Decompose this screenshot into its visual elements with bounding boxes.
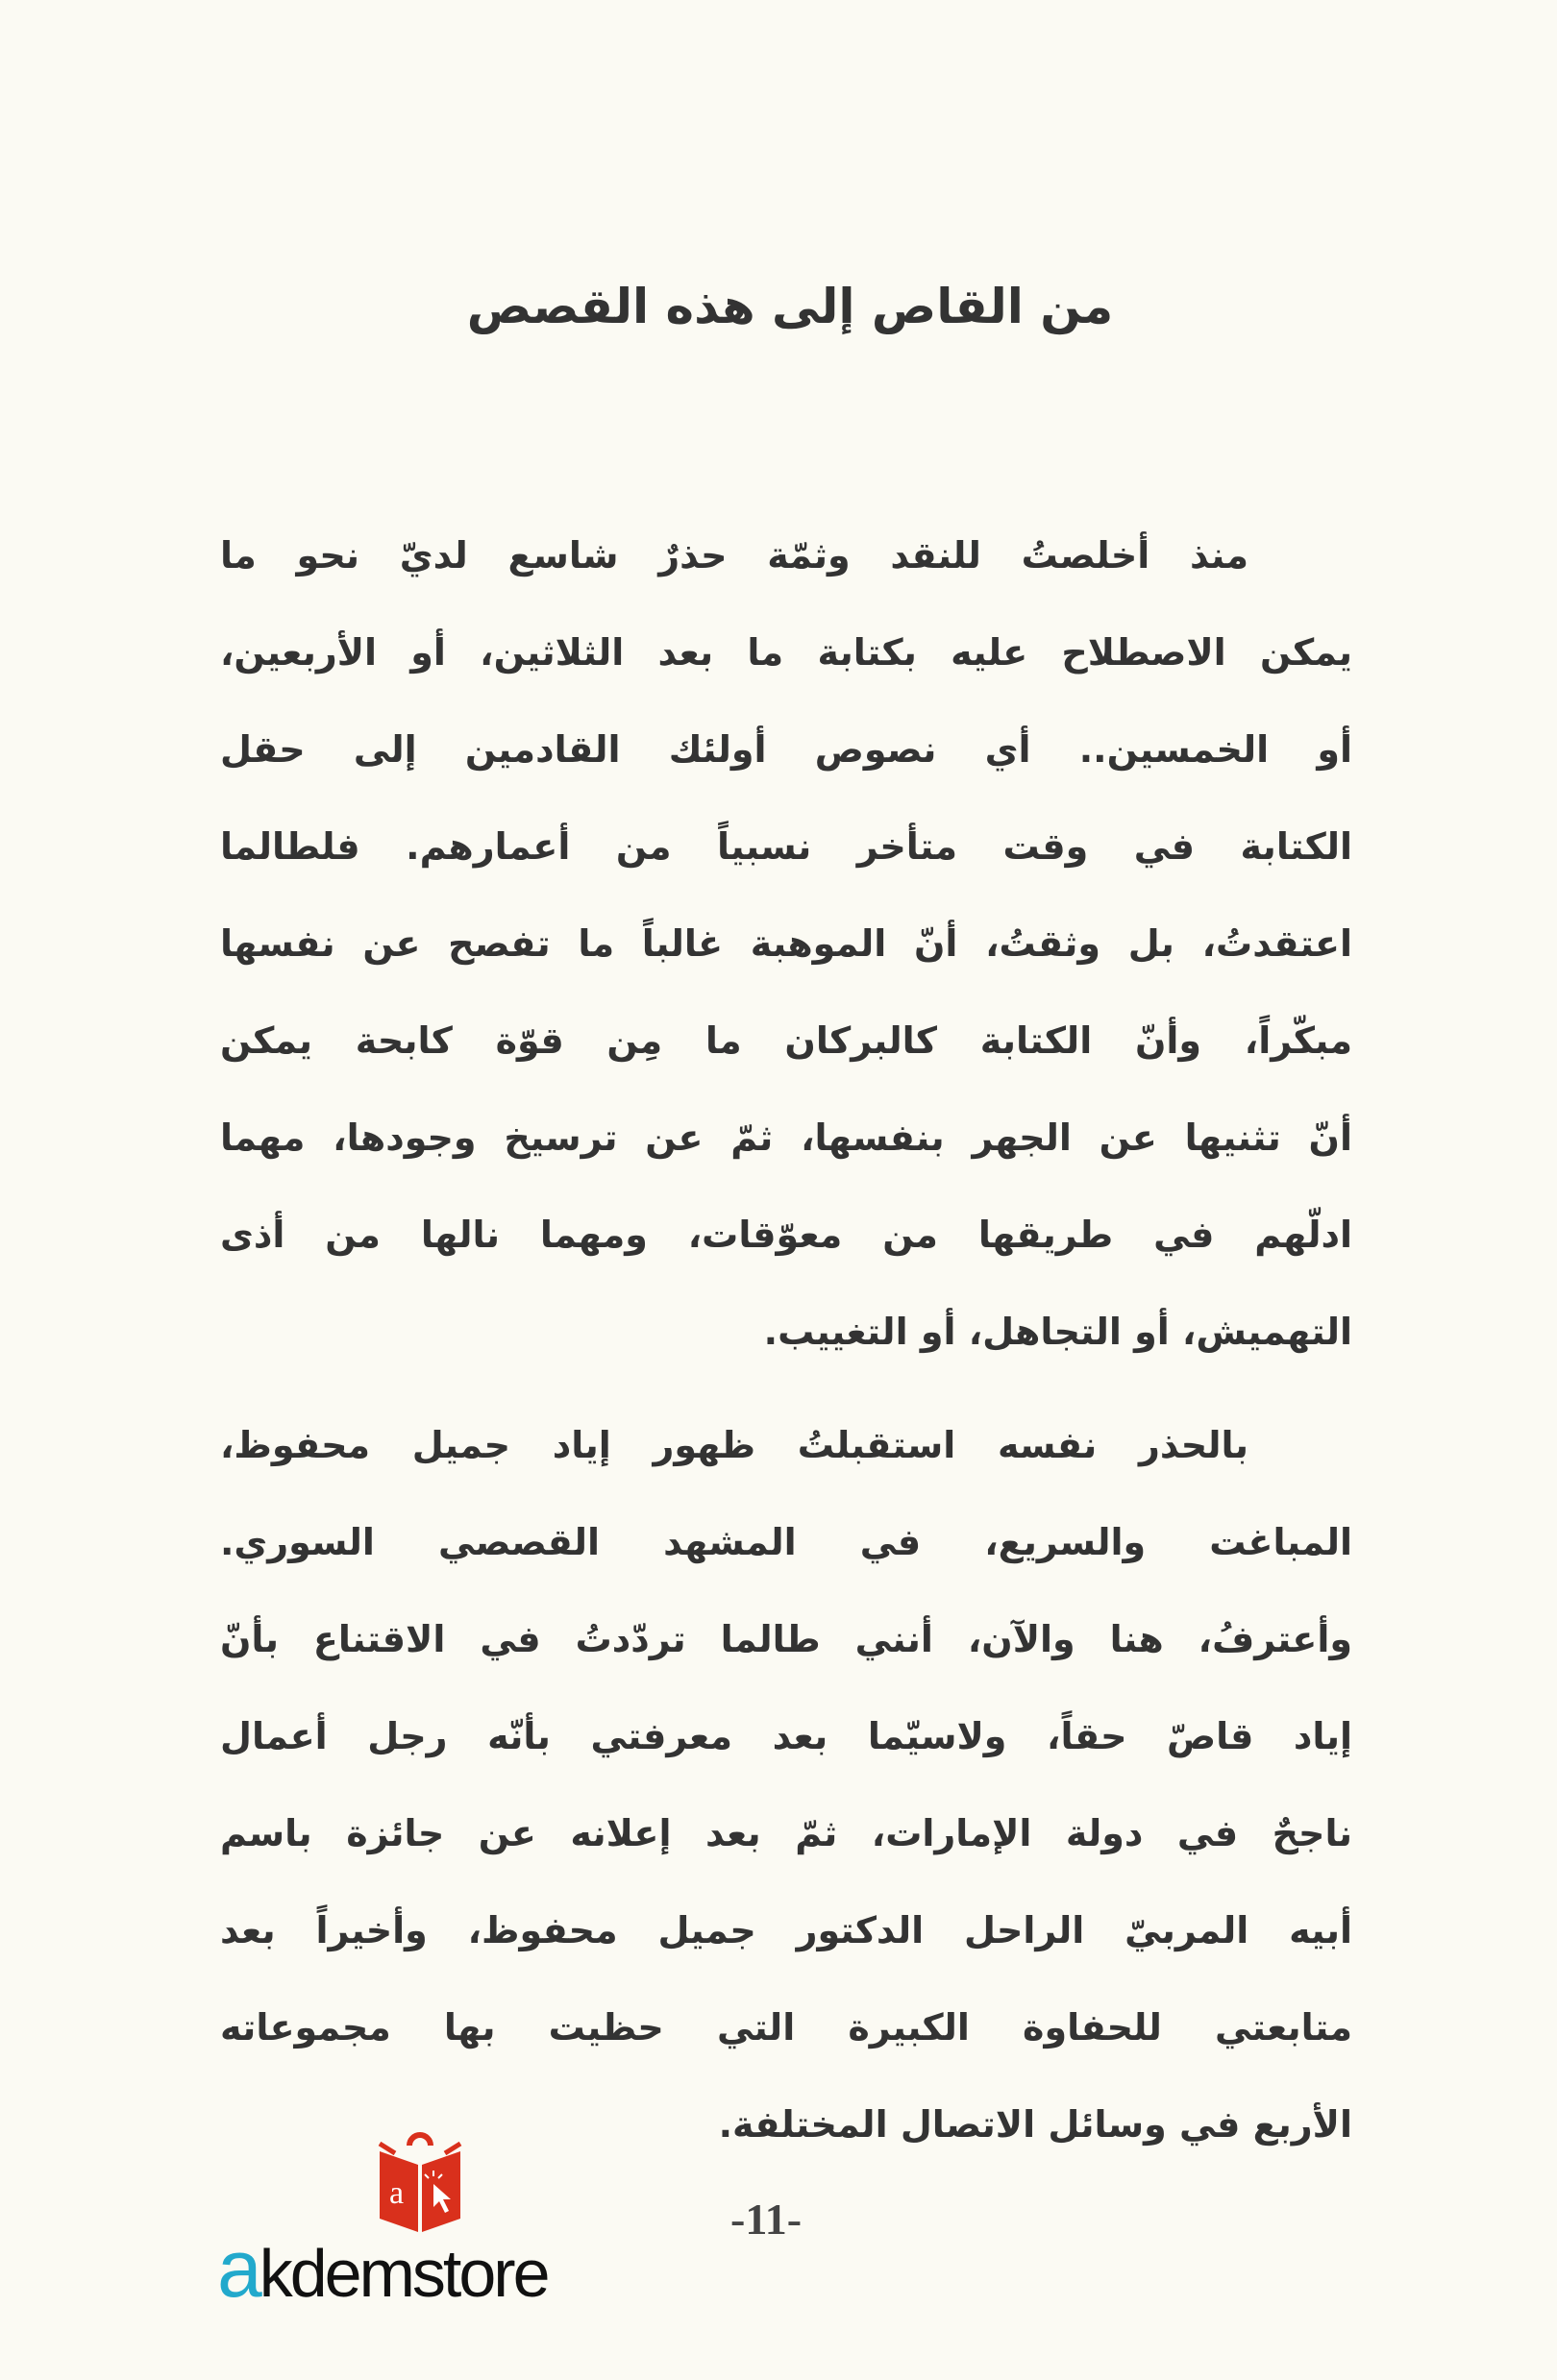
chapter-title: من القاص إلى هذه القصص: [466, 279, 1114, 334]
text-line: وأعترفُ، هنا والآن، أنني طالما تردّدتُ في الاقتناع بأنّ: [220, 1618, 1352, 1660]
text-line: أو الخمسين.. أي نصوص أولئك القادمين إلى حقل: [220, 728, 1352, 771]
text-line: ناجحٌ في دولة الإمارات، ثمّ بعد إعلانه عن جائزة باسم: [220, 1812, 1352, 1854]
text-line: التهميش، أو التجاهل، أو التغييب.: [763, 1311, 1352, 1353]
page-number: -11-: [730, 2195, 803, 2244]
text-line: مبكّراً، وأنّ الكتابة كالبركان ما مِن قوّة كابحة يمكن: [220, 1019, 1352, 1062]
text-line: المباغت والسريع، في المشهد القصصي السوري.: [220, 1521, 1352, 1563]
akdemstore-watermark-logo: [217, 2128, 640, 2314]
text-line: منذ أخلصتُ للنقد وثمّة حذرٌ شاسع لديّ نحو ما: [220, 534, 1248, 577]
text-line: أبيه المربيّ الراحل الدكتور جميل محفوظ، وأخيراً بعد: [220, 1909, 1352, 1951]
text-line: يمكن الاصطلاح عليه بكتابة ما بعد الثلاثين، أو الأربعين،: [220, 631, 1352, 674]
watermark-text: akdemstore: [217, 2223, 548, 2314]
text-line: متابعتي للحفاوة الكبيرة التي حظيت بها مجموعاته: [220, 2006, 1352, 2049]
text-line: الأربع في وسائل الاتصال المختلفة.: [718, 2103, 1352, 2146]
text-line: ادلّهم في طريقها من معوّقات، ومهما نالها من أذى: [220, 1214, 1352, 1256]
text-line: بالحذر نفسه استقبلتُ ظهور إياد جميل محفوظ،: [220, 1424, 1248, 1466]
text-line: إياد قاصّ حقاً، ولاسيّما بعد معرفتي بأنّه رجل أعمال: [220, 1715, 1352, 1757]
text-line: الكتابة في وقت متأخر نسبياً من أعمارهم. فلطالما: [220, 825, 1352, 868]
svg-text:a: a: [389, 2175, 405, 2211]
book-cursor-icon: [376, 2128, 464, 2232]
text-line: اعتقدتُ، بل وثقتُ، أنّ الموهبة غالباً ما تفصح عن نفسها: [220, 922, 1352, 965]
text-line: أنّ تثنيها عن الجهر بنفسها، ثمّ عن ترسيخ وجودها، مهما: [220, 1116, 1352, 1159]
